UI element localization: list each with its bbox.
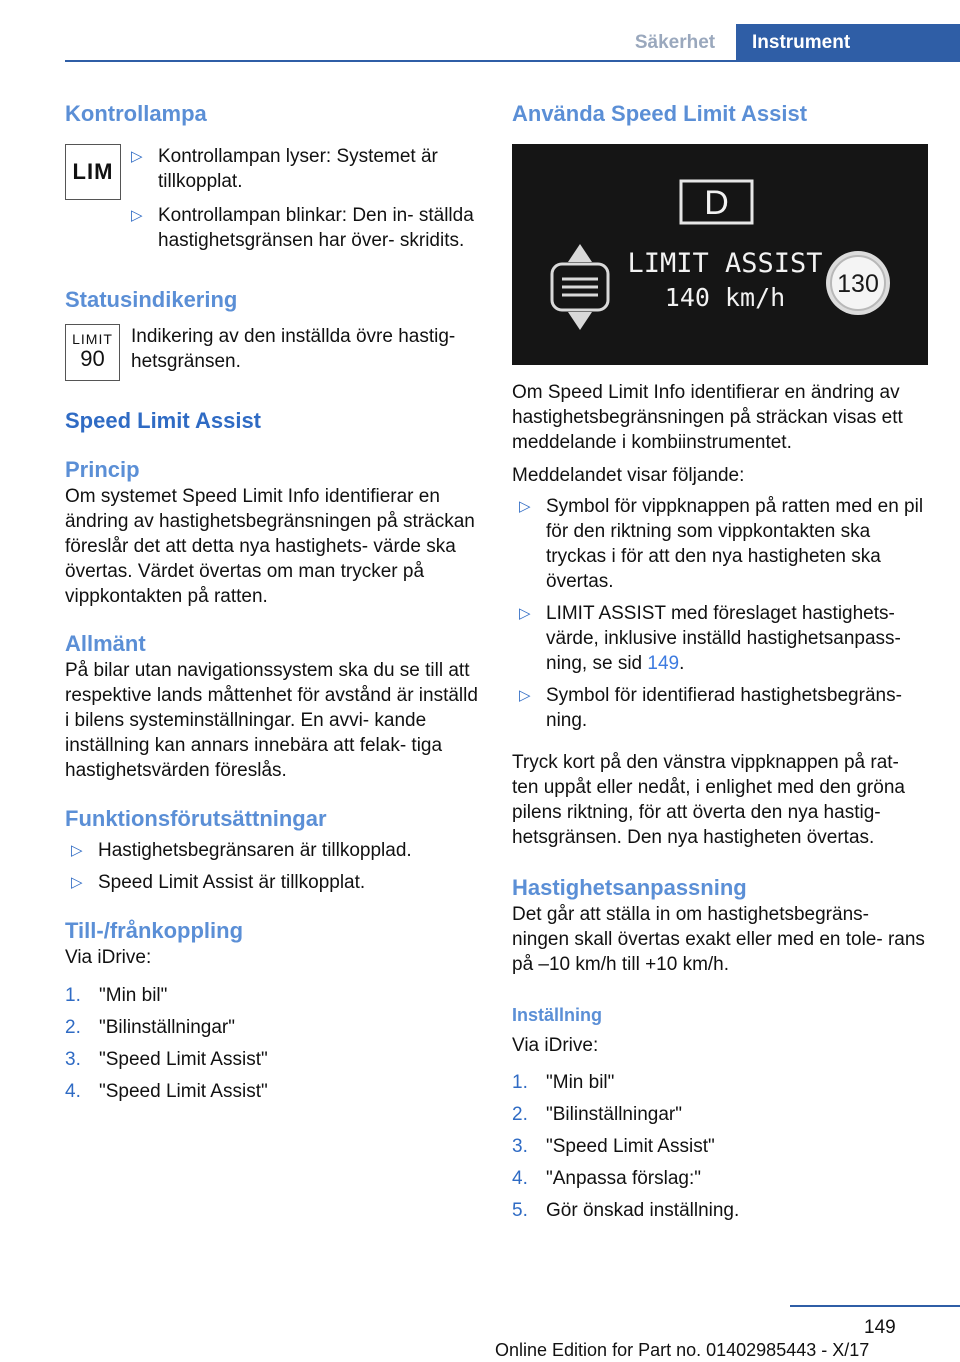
heading-installning: Inställning bbox=[512, 1005, 602, 1025]
triangle-bullet-icon: ▷ bbox=[131, 148, 143, 165]
status-block bbox=[65, 324, 480, 381]
display-line1: LIMIT ASSIST bbox=[627, 248, 823, 279]
list-item: ▷ LIMIT ASSIST med föreslaget hastighets‐ värde, inklusive inställd hastighetsanpass‐ ning, se sid 149. bbox=[519, 603, 901, 674]
gear-letter: D bbox=[704, 184, 729, 222]
list-item: ▷ Symbol för identifierad hastighetsbegräns‐ ning. bbox=[519, 685, 902, 731]
heading-hastighetsanpassning: Hastighetsanpassning bbox=[512, 875, 747, 900]
list-item: 1. "Min bil" bbox=[65, 985, 168, 1006]
list-item: ▷ Hastighetsbegränsaren är tillkopplad. bbox=[71, 840, 412, 861]
list-item: ▷ Symbol för vippknappen på ratten med en pil för den riktning som vippkontakten ska tryckas i för att den nya hastigheten ska övertas. bbox=[519, 496, 924, 592]
princip-text: Om systemet Speed Limit Info identifierar en ändring av hastighetsbegränsningen på sträckan föreslår det att detta nya hastighets‐ värde ska övertas. Värdet övertas om man trycker på vippkontakten på ratten. bbox=[65, 486, 475, 607]
allmant-text: På bilar utan navigationssystem ska du se till att respektive lands måttenhet för avstånd är inställd i bilens systeminställningar. En avvi‐ kande inställning kan annars innebära att felak‐ tiga hastighetsvärden föreslås. bbox=[65, 660, 478, 781]
page-link[interactable]: 149 bbox=[647, 653, 680, 674]
list-item: 4. "Anpassa förslag:" bbox=[512, 1168, 702, 1189]
meddelande-list bbox=[512, 494, 928, 733]
tryck-text: Tryck kort på den vänstra vippknappen på rat‐ ten uppåt eller nedåt, i enlighet med den gröna pilens riktning, för att överta den nya hastig‐ hetsgränsen. Den nya hastigheten övertas. bbox=[512, 752, 905, 848]
heading-princip: Princip bbox=[65, 457, 140, 482]
intro-text: Om Speed Limit Info identifierar en ändring av hastighetsbegränsningen på sträckan visas ett meddelande i kombiinstrumentet. bbox=[512, 382, 903, 453]
page-number: 149 bbox=[864, 1317, 896, 1338]
display-graphic bbox=[512, 144, 928, 365]
limit-icon-value: 90 bbox=[80, 346, 105, 371]
triangle-bullet-icon: ▷ bbox=[131, 207, 143, 224]
heading-till-frankoppling: Till-/frånkoppling bbox=[65, 918, 244, 943]
triangle-bullet-icon: ▷ bbox=[519, 687, 531, 704]
status-text: Indikering av den inställda övre hastig‐ hetsgränsen. bbox=[131, 326, 456, 372]
edition-footer: Online Edition for Part no. 01402985443 - X/17 bbox=[495, 1340, 870, 1360]
tab-instrument[interactable]: Instrument bbox=[736, 24, 960, 62]
left-column bbox=[65, 100, 480, 1104]
tab-sakerhet[interactable]: Säkerhet bbox=[634, 32, 716, 53]
rocker-switch-icon bbox=[552, 264, 608, 310]
limit-90-indicator-icon bbox=[65, 324, 120, 381]
triangle-bullet-icon: ▷ bbox=[71, 874, 83, 891]
list-item: 2. "Bilinställningar" bbox=[65, 1017, 235, 1038]
list-item: ▷ Speed Limit Assist är tillkopplat. bbox=[71, 872, 366, 893]
heading-kontrollampa: Kontrollampa bbox=[65, 101, 207, 126]
list-item: ▷ Kontrollampan blinkar: Den in‐ ställda hastighetsgränsen har över‐ skridits. bbox=[131, 205, 474, 251]
lim-indicator-icon bbox=[65, 144, 121, 200]
installning-steps bbox=[512, 1070, 928, 1223]
heading-funktionsforutsattningar: Funktionsförutsättningar bbox=[65, 806, 327, 831]
footer-rule bbox=[790, 1305, 960, 1307]
lim-icon-label: LIM bbox=[72, 159, 114, 184]
speed-sign-value: 130 bbox=[837, 270, 879, 298]
heading-speed-limit-assist: Speed Limit Assist bbox=[65, 408, 262, 433]
list-item: 2. "Bilinställningar" bbox=[512, 1104, 682, 1125]
hastighet-text: Det går att ställa in om hastighetsbegräns‐ ningen skall övertas exakt eller med en tole‐ rans på –10 km/h till +10 km/h. bbox=[512, 904, 925, 975]
heading-statusindikering: Statusindikering bbox=[65, 287, 238, 312]
kontrollampa-block bbox=[65, 144, 480, 253]
till-steps bbox=[65, 983, 480, 1104]
list-item: ▷ Kontrollampan lyser: Systemet är tillkopplat. bbox=[131, 146, 438, 192]
list-item: 3. "Speed Limit Assist" bbox=[65, 1049, 268, 1070]
heading-anvanda-sla: Använda Speed Limit Assist bbox=[512, 101, 808, 126]
kontrollampa-list bbox=[124, 144, 480, 253]
list-item: 1. "Min bil" bbox=[512, 1072, 615, 1093]
funktion-list bbox=[64, 838, 480, 895]
display-line2: 140 km/h bbox=[664, 283, 786, 312]
limit-icon-top: LIMIT bbox=[72, 331, 113, 347]
list-item: 3. "Speed Limit Assist" bbox=[512, 1136, 715, 1157]
triangle-bullet-icon: ▷ bbox=[71, 842, 83, 859]
list-item: 5. Gör önskad inställning. bbox=[512, 1200, 740, 1221]
via-idrive-text: Via iDrive: bbox=[65, 947, 152, 968]
right-column bbox=[512, 100, 928, 1223]
heading-allmant: Allmänt bbox=[65, 631, 146, 656]
via-idrive-text: Via iDrive: bbox=[512, 1035, 599, 1056]
triangle-bullet-icon: ▷ bbox=[519, 605, 531, 622]
instrument-display-image bbox=[512, 144, 928, 365]
meddelande-text: Meddelandet visar följande: bbox=[512, 465, 745, 486]
triangle-bullet-icon: ▷ bbox=[519, 498, 531, 515]
list-item: 4. "Speed Limit Assist" bbox=[65, 1081, 268, 1102]
